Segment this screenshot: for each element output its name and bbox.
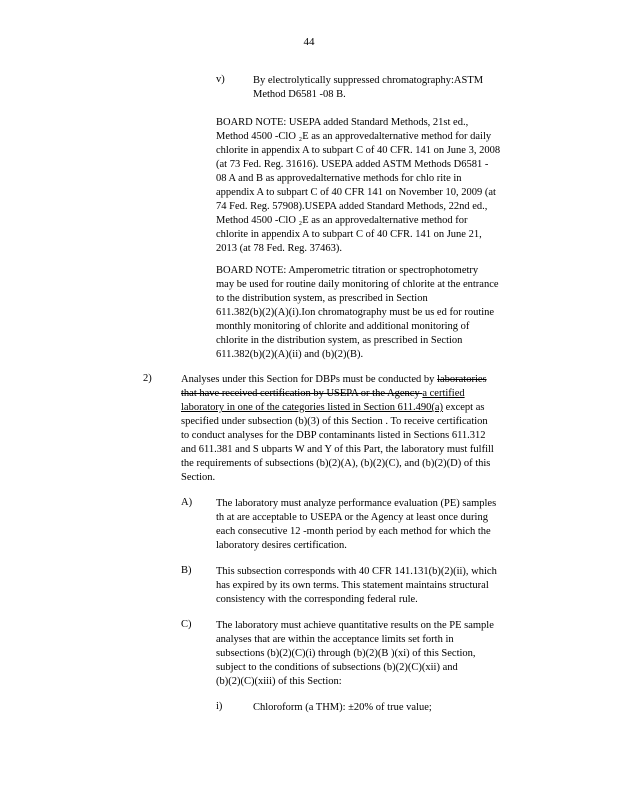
- item-A-text: [216, 497, 536, 553]
- item-C-line: subsections (b)(2)(C)(i) through (b)(2)(B )(xi) of this Section,: [216, 648, 476, 659]
- item-C-text: [216, 619, 536, 689]
- item-v-label: v): [216, 74, 225, 85]
- item-B-text: [216, 565, 536, 607]
- board-note-2-line: 611.382(b)(2)(A)(ii) and (b)(2)(B).: [216, 349, 364, 360]
- board-note-2-line: monthly monitoring of chlorite and additional monitoring of: [216, 321, 470, 332]
- item-2-text: [181, 373, 541, 485]
- board-note-2-line: BOARD NOTE: Amperometric titration or spectrophotometry: [216, 265, 479, 276]
- item-v-line: Method D6581 -08 B.: [253, 89, 346, 100]
- board-note-1-line: chlorite in appendix A to subpart C of 40 CFR. 141 on June 3, 2008: [216, 145, 501, 156]
- item-v-line: By electrolytically suppressed chromatography:ASTM: [253, 75, 484, 86]
- board-note-2-line: may be used for routine daily monitoring of chlorite at the entrance: [216, 279, 499, 290]
- item-B-line: This subsection corresponds with 40 CFR 141.131(b)(2)(ii), which: [216, 566, 497, 577]
- board-note-1-line: appendix A to subpart C of 40 CFR 141 on November 10, 2009 (at: [216, 187, 496, 198]
- item-B-line: consistency with the corresponding federal rule.: [216, 594, 418, 605]
- item-i-line: Chloroform (a THM): ±20% of true value;: [253, 702, 432, 713]
- item-C-line: analyses that are within the acceptance limits set forth in: [216, 634, 454, 645]
- board-note-1-line: (at 73 Fed. Reg. 31616). USEPA added ASTM Methods D6581 -: [216, 159, 489, 170]
- board-note-1: [216, 116, 536, 256]
- item-2-label: 2): [143, 373, 152, 384]
- item-v-text: [253, 74, 558, 102]
- item-2-line: and 611.381 and S ubparts W and Y of this Part, the laboratory must fulfill: [181, 444, 494, 455]
- item-A-line: th at are acceptable to USEPA or the Agency at least once during: [216, 512, 488, 523]
- item-2-line3-text: except as: [443, 402, 485, 413]
- item-2-line: the requirements of subsections (b)(2)(A), (b)(2)(C), and (b)(2)(D) of this: [181, 458, 491, 469]
- item-C-label: C): [181, 619, 192, 630]
- item-B-label: B): [181, 565, 192, 576]
- item-A-line: laboratory desires certification.: [216, 540, 347, 551]
- item-B-line: has expired by its own terms. This statement maintains structural: [216, 580, 489, 591]
- item-i-text: [253, 701, 543, 715]
- board-note-2-line: to the distribution system, as prescribed in Section: [216, 293, 428, 304]
- board-note-1-line: Method 4500 -ClO ₂E as an approvedalternative method for daily: [216, 131, 492, 142]
- board-note-1-line: 74 Fed. Reg. 57908).USEPA added Standard Methods, 22nd ed.,: [216, 201, 488, 212]
- item-2-line1-text: Analyses under this Section for DBPs must be conducted by: [181, 374, 438, 385]
- board-note-1-line: BOARD NOTE: USEPA added Standard Methods, 21st ed.,: [216, 117, 469, 128]
- board-note-1-line: 2013 (at 78 Fed. Reg. 37463).: [216, 243, 342, 254]
- item-2-line: Section.: [181, 472, 216, 483]
- item-C-line: subject to the conditions of subsections (b)(2)(C)(xii) and: [216, 662, 458, 673]
- board-note-2: [216, 264, 536, 362]
- item-A-label: A): [181, 497, 193, 508]
- item-C-line: The laboratory must achieve quantitative results on the PE sample: [216, 620, 494, 631]
- board-note-2-line: chlorite in the distribution system, as prescribed in Section: [216, 335, 463, 346]
- item-2-line: specified under subsection (b)(3) of this Section . To receive certification: [181, 416, 488, 427]
- page-number: 44: [303, 36, 315, 48]
- deleted-text: laboratories: [437, 374, 487, 385]
- board-note-1-line: chlorite in appendix A to subpart C of 40 CFR. 141 on June 21,: [216, 229, 482, 240]
- board-note-1-line: Method 4500 -ClO ₂E as an approvedalternative method for: [216, 215, 468, 226]
- deleted-text: that have received certification by USEPA or the Agency: [181, 388, 423, 399]
- inserted-text: a certified: [422, 388, 465, 399]
- item-A-line: The laboratory must analyze performance evaluation (PE) samples: [216, 498, 497, 509]
- board-note-1-line: 08 A and B as approvedalternative methods for chlo rite in: [216, 173, 462, 184]
- item-A-line: each consecutive 12 -month period by each method for which the: [216, 526, 491, 537]
- inserted-text: laboratory in one of the categories listed in Section 611.490(a): [181, 402, 444, 413]
- board-note-2-line: 611.382(b)(2)(A)(i).Ion chromatography must be us ed for routine: [216, 307, 495, 318]
- item-C-line: (b)(2)(C)(xiii) of this Section:: [216, 676, 342, 687]
- item-2-line: to conduct analyses for the DBP contaminants listed in Sections 611.312: [181, 430, 486, 441]
- item-i-label: i): [216, 701, 223, 712]
